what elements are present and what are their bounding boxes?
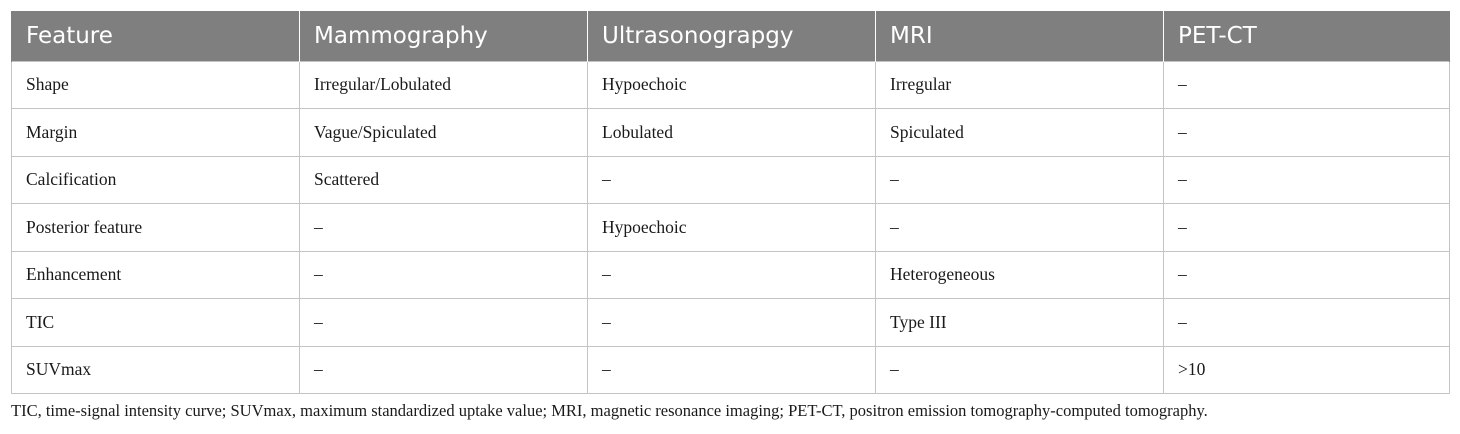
imaging-features-table <box>11 11 1450 394</box>
table-row <box>12 156 1450 204</box>
header-ultrasonography: Ultrasonograpgy <box>588 11 876 61</box>
table-cell: SUVmax <box>12 346 300 394</box>
table-cell: Irregular/Lobulated <box>300 61 588 109</box>
table-cell: Spiculated <box>876 109 1164 157</box>
table-cell: – <box>300 299 588 347</box>
header-pet-ct: PET-CT <box>1164 11 1450 61</box>
table-cell: – <box>300 251 588 299</box>
table-cell: – <box>1164 61 1450 109</box>
table-cell: Lobulated <box>588 109 876 157</box>
table-cell: – <box>876 346 1164 394</box>
table-cell: – <box>588 156 876 204</box>
table-cell: Irregular <box>876 61 1164 109</box>
table-cell: – <box>876 156 1164 204</box>
table-row <box>12 346 1450 394</box>
table-body <box>12 61 1450 394</box>
table-cell: Hypoechoic <box>588 204 876 252</box>
table-cell: – <box>876 204 1164 252</box>
table-cell: – <box>1164 156 1450 204</box>
table-cell: Vague/Spiculated <box>300 109 588 157</box>
table-row <box>12 204 1450 252</box>
table-cell: – <box>588 251 876 299</box>
table-cell: TIC <box>12 299 300 347</box>
table-row <box>12 61 1450 109</box>
header-mri: MRI <box>876 11 1164 61</box>
table-cell: – <box>300 346 588 394</box>
table-cell: – <box>1164 204 1450 252</box>
table-cell: Hypoechoic <box>588 61 876 109</box>
table-cell: – <box>1164 109 1450 157</box>
table-cell: Shape <box>12 61 300 109</box>
table-row <box>12 251 1450 299</box>
table-cell: – <box>300 204 588 252</box>
table-cell: Type III <box>876 299 1164 347</box>
table-cell: – <box>1164 251 1450 299</box>
imaging-features-table-container <box>11 11 1449 394</box>
header-row <box>12 11 1450 61</box>
table-header <box>12 11 1450 61</box>
table-cell: Margin <box>12 109 300 157</box>
table-cell: – <box>588 299 876 347</box>
table-cell: Calcification <box>12 156 300 204</box>
table-footnote: TIC, time-signal intensity curve; SUVmax, maximum standardized uptake value; MRI, magnetic resonance imaging; PET-CT, positron emission tomography-computed tomography. <box>11 401 1208 420</box>
table-row <box>12 109 1450 157</box>
table-cell: Scattered <box>300 156 588 204</box>
table-cell: >10 <box>1164 346 1450 394</box>
table-cell: Heterogeneous <box>876 251 1164 299</box>
table-cell: Enhancement <box>12 251 300 299</box>
table-row <box>12 299 1450 347</box>
table-cell: – <box>588 346 876 394</box>
header-mammography: Mammography <box>300 11 588 61</box>
header-feature: Feature <box>12 11 300 61</box>
table-cell: Posterior feature <box>12 204 300 252</box>
table-cell: – <box>1164 299 1450 347</box>
